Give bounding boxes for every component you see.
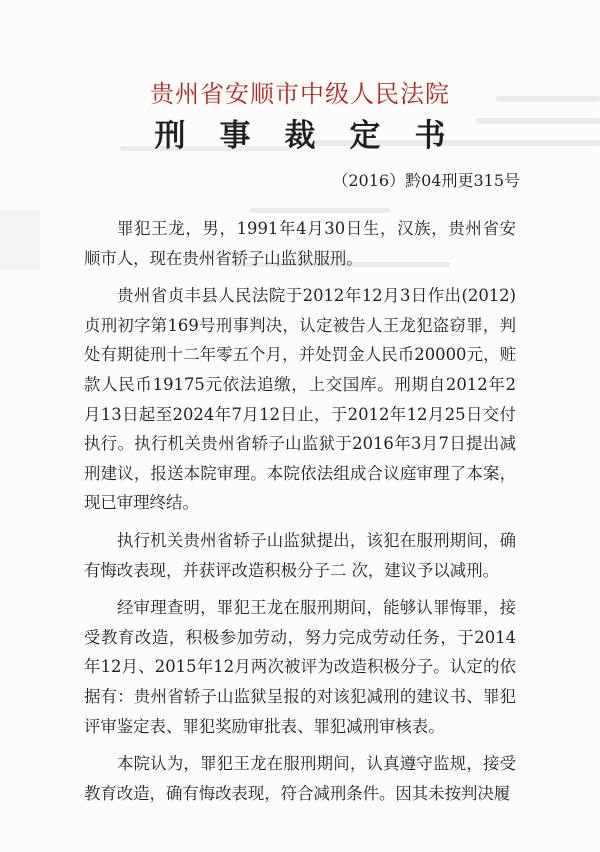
paragraph-prison-proposal: 执行机关贵州省轿子山监狱提出，该犯在服刑期间，确有悔改表现，并获评改造积极分子二 次，建议予以减刑。 <box>84 530 516 580</box>
court-name: 贵州省安顺市中级人民法院 <box>150 80 450 108</box>
paragraph-court-opinion: 本院认为，罪犯王龙在服刑期间，认真遵守监规，接受教育改造，确有悔改表现，符合减刑条件。因其未按判决履 <box>84 754 516 803</box>
case-number: （2016）黔04刑更315号 <box>332 171 520 190</box>
paragraph-findings: 经审理查明，罪犯王龙在服刑期间，能够认罪悔罪，接受教育改造，积极参加劳动，努力完成劳动任务，于2014年12月、2015年12月两次被评为改造积极分子。认定的依据有：贵州省轿子山监狱呈报的对该犯减刑的建议书、罪犯评审鉴定表、罪犯奖励审批表、罪犯减刑审核表。 <box>84 598 516 736</box>
paragraph-original-judgment: 贵州省贞丰县人民法院于2012年12月3日作出(2012)贞刑初字第169号刑事判决，认定被告人王龙犯盗窃罪，判处有期徒刑十二年零五个月，并处罚金人民币20000元，赃款人民币19175元依法追缴，上交国库。刑期自2012年2月13日起至2024年7月12日止，于2012年12月25日交付执行。执行机关贵州省轿子山监狱于2016年3月7日提出减刑建议，报送本院审理。本院依法组成合议庭审理了本案，现已审理终结。 <box>84 286 516 513</box>
bleed-through-mark <box>0 210 40 270</box>
bleed-through-mark <box>250 208 390 213</box>
paragraph-defendant-info: 罪犯王龙，男，1991年4月30日生，汉族，贵州省安顺市人，现在贵州省轿子山监狱服刑。 <box>84 219 516 268</box>
document-title: 刑事裁定书 <box>154 118 480 154</box>
document-body <box>84 214 516 816</box>
